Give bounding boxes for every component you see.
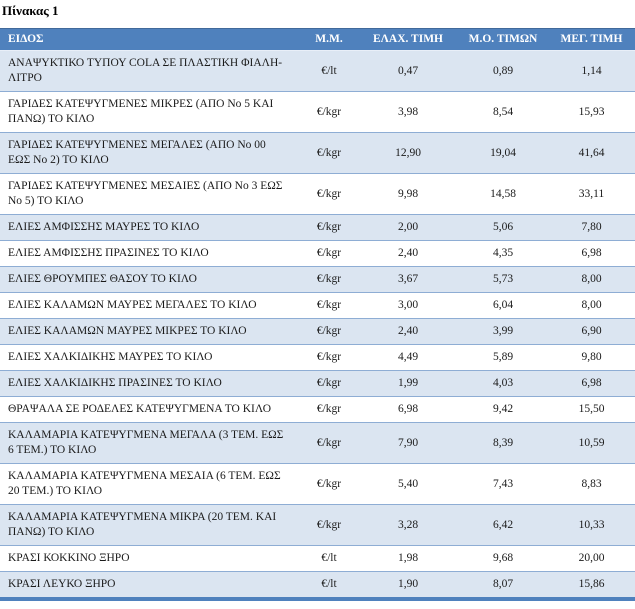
table-row [0, 397, 635, 423]
min-price-cell: 4,49 [358, 345, 458, 371]
min-price-cell: 0,47 [397, 64, 419, 77]
min-price-cell: 1,98 [358, 546, 458, 572]
avg-price-cell: 6,42 [458, 505, 548, 546]
column-header-mm: Μ.Μ. [300, 29, 358, 51]
unit-cell: €/kgr [300, 397, 358, 423]
price-table [0, 28, 635, 601]
min-price-cell: 12,90 [358, 133, 458, 174]
avg-price-cell: 14,58 [458, 174, 548, 215]
unit-cell: €/kgr [300, 505, 358, 546]
min-price-cell: 1,90 [358, 572, 458, 600]
page-title: Πίνακας 1 [2, 3, 59, 18]
item-name-cell: ΘΡΑΨΑΛΑ ΣΕ ΡΟΔΕΛΕΣ ΚΑΤΕΨΥΓΜΕΝΑ ΤΟ ΚΙΛΟ [0, 397, 300, 423]
item-name-cell: ΚΑΛΑΜΑΡΙΑ ΚΑΤΕΨΥΓΜΕΝΑ ΜΕΓΑΛΑ (3 ΤΕΜ. ΕΩΣ 6 ΤΕΜ.) ΤΟ ΚΙΛΟ [0, 423, 300, 464]
min-price-cell: 3,28 [358, 505, 458, 546]
item-name-cell: ΓΑΡΙΔΕΣ ΚΑΤΕΨΥΓΜΕΝΕΣ ΜΕΣΑΙΕΣ (ΑΠΟ Νο 3 ΕΩΣ Νο 5) ΤΟ ΚΙΛΟ [0, 174, 300, 215]
table-row [0, 345, 635, 371]
max-price-cell: 41,64 [548, 133, 635, 174]
unit-cell: €/kgr [300, 423, 358, 464]
max-price-cell: 15,86 [548, 572, 635, 600]
min-price-cell: 5,40 [358, 464, 458, 505]
min-price-cell: 2,00 [358, 215, 458, 241]
unit-cell: €/lt [300, 572, 358, 600]
avg-price-cell: 7,43 [458, 464, 548, 505]
header-row [0, 29, 635, 51]
min-price-cell: 1,99 [358, 371, 458, 397]
table-row [0, 464, 635, 505]
unit-cell: €/kgr [300, 464, 358, 505]
unit-cell: €/kgr [300, 293, 358, 319]
table-row [0, 174, 635, 215]
max-price-cell: 6,98 [548, 241, 635, 267]
max-price-cell: 6,98 [548, 371, 635, 397]
unit-cell: €/lt [300, 546, 358, 572]
column-header-eidos: ΕΙΔΟΣ [0, 29, 300, 51]
unit-cell: €/kgr [300, 371, 358, 397]
table-row [0, 267, 635, 293]
table-row [0, 51, 635, 92]
column-header-max-price: ΜΕΓ. ΤΙΜΗ [548, 29, 635, 51]
table-row [0, 133, 635, 174]
column-header-avg-price: Μ.Ο. ΤΙΜΩΝ [458, 29, 548, 51]
avg-price-cell: 5,89 [458, 345, 548, 371]
table-row [0, 241, 635, 267]
item-name-cell: ΓΑΡΙΔΕΣ ΚΑΤΕΨΥΓΜΕΝΕΣ ΜΙΚΡΕΣ (ΑΠΟ Νο 5 ΚΑΙ ΠΑΝΩ) ΤΟ ΚΙΛΟ [0, 92, 300, 133]
max-price-cell: 9,80 [548, 345, 635, 371]
avg-price-cell: 0,89 [492, 64, 514, 77]
item-name-cell: ΚΡΑΣΙ ΚΟΚΚΙΝΟ ΞΗΡΟ [0, 546, 300, 572]
table-body [0, 51, 635, 600]
max-price-cell: 8,00 [548, 293, 635, 319]
max-price-cell: 10,59 [548, 423, 635, 464]
table-header [0, 29, 635, 51]
avg-price-cell: 5,06 [458, 215, 548, 241]
unit-cell: €/kgr [300, 319, 358, 345]
min-price-cell: 3,98 [358, 92, 458, 133]
item-name-cell: ΕΛΙΕΣ ΧΑΛΚΙΔΙΚΗΣ ΠΡΑΣΙΝΕΣ ΤΟ ΚΙΛΟ [0, 371, 300, 397]
avg-price-cell: 8,54 [458, 92, 548, 133]
max-price-cell: 15,93 [548, 92, 635, 133]
avg-price-cell: 9,42 [458, 397, 548, 423]
max-price-cell: 6,90 [548, 319, 635, 345]
min-price-cell: 6,98 [358, 397, 458, 423]
column-header-min-price: ΕΛΑΧ. ΤΙΜΗ [358, 29, 458, 51]
min-price-cell: 7,90 [358, 423, 458, 464]
avg-price-cell: 3,99 [458, 319, 548, 345]
item-name-cell: ΕΛΙΕΣ ΧΑΛΚΙΔΙΚΗΣ ΜΑΥΡΕΣ ΤΟ ΚΙΛΟ [0, 345, 300, 371]
unit-cell: €/kgr [300, 174, 358, 215]
table-row [0, 546, 635, 572]
table-row [0, 293, 635, 319]
max-price-cell: 7,80 [548, 215, 635, 241]
table-row [0, 319, 635, 345]
avg-price-cell: 6,04 [458, 293, 548, 319]
unit-cell: €/kgr [300, 133, 358, 174]
item-name-cell: ΕΛΙΕΣ ΚΑΛΑΜΩΝ ΜΑΥΡΕΣ ΜΕΓΑΛΕΣ ΤΟ ΚΙΛΟ [0, 293, 300, 319]
table-row [0, 423, 635, 464]
max-price-cell: 33,11 [548, 174, 635, 215]
item-name-cell: ΚΑΛΑΜΑΡΙΑ ΚΑΤΕΨΥΓΜΕΝΑ ΜΕΣΑΙΑ (6 ΤΕΜ. ΕΩΣ 20 ΤΕΜ.) ΤΟ ΚΙΛΟ [0, 464, 300, 505]
item-name-cell: ΑΝΑΨΥΚΤΙΚΟ ΤΥΠΟΥ COLA ΣΕ ΠΛΑΣΤΙΚΗ ΦΙΑΛΗ-ΛΙΤΡΟ [8, 57, 283, 84]
unit-cell: €/kgr [300, 241, 358, 267]
avg-price-cell: 9,68 [458, 546, 548, 572]
avg-price-cell: 5,73 [458, 267, 548, 293]
min-price-cell: 2,40 [358, 319, 458, 345]
item-name-cell: ΓΑΡΙΔΕΣ ΚΑΤΕΨΥΓΜΕΝΕΣ ΜΕΓΑΛΕΣ (ΑΠΟ Νο 00 ΕΩΣ Νο 2) ΤΟ ΚΙΛΟ [0, 133, 300, 174]
min-price-cell: 2,40 [358, 241, 458, 267]
min-price-cell: 3,67 [358, 267, 458, 293]
unit-cell: €/kgr [300, 267, 358, 293]
max-price-cell: 1,14 [581, 64, 602, 77]
item-name-cell: ΕΛΙΕΣ ΚΑΛΑΜΩΝ ΜΑΥΡΕΣ ΜΙΚΡΕΣ ΤΟ ΚΙΛΟ [0, 319, 300, 345]
unit-cell: €/kgr [300, 92, 358, 133]
min-price-cell: 3,00 [358, 293, 458, 319]
item-name-cell: ΚΑΛΑΜΑΡΙΑ ΚΑΤΕΨΥΓΜΕΝΑ ΜΙΚΡΑ (20 ΤΕΜ. ΚΑΙ ΠΑΝΩ) ΤΟ ΚΙΛΟ [0, 505, 300, 546]
unit-cell: €/lt [321, 64, 337, 77]
max-price-cell: 8,83 [548, 464, 635, 505]
avg-price-cell: 8,07 [458, 572, 548, 600]
table-row [0, 371, 635, 397]
avg-price-cell: 19,04 [458, 133, 548, 174]
max-price-cell: 10,33 [548, 505, 635, 546]
unit-cell: €/kgr [300, 345, 358, 371]
table-row [0, 505, 635, 546]
table-row [0, 215, 635, 241]
max-price-cell: 8,00 [548, 267, 635, 293]
max-price-cell: 20,00 [548, 546, 635, 572]
table-row [0, 572, 635, 600]
unit-cell: €/kgr [300, 215, 358, 241]
item-name-cell: ΕΛΙΕΣ ΘΡΟΥΜΠΕΣ ΘΑΣΟΥ ΤΟ ΚΙΛΟ [0, 267, 300, 293]
item-name-cell: ΕΛΙΕΣ ΑΜΦΙΣΣΗΣ ΜΑΥΡΕΣ ΤΟ ΚΙΛΟ [0, 215, 300, 241]
table-row [0, 92, 635, 133]
avg-price-cell: 4,35 [458, 241, 548, 267]
item-name-cell: ΕΛΙΕΣ ΑΜΦΙΣΣΗΣ ΠΡΑΣΙΝΕΣ ΤΟ ΚΙΛΟ [0, 241, 300, 267]
min-price-cell: 9,98 [358, 174, 458, 215]
avg-price-cell: 4,03 [458, 371, 548, 397]
item-name-cell: ΚΡΑΣΙ ΛΕΥΚΟ ΞΗΡΟ [0, 572, 300, 600]
max-price-cell: 15,50 [548, 397, 635, 423]
avg-price-cell: 8,39 [458, 423, 548, 464]
